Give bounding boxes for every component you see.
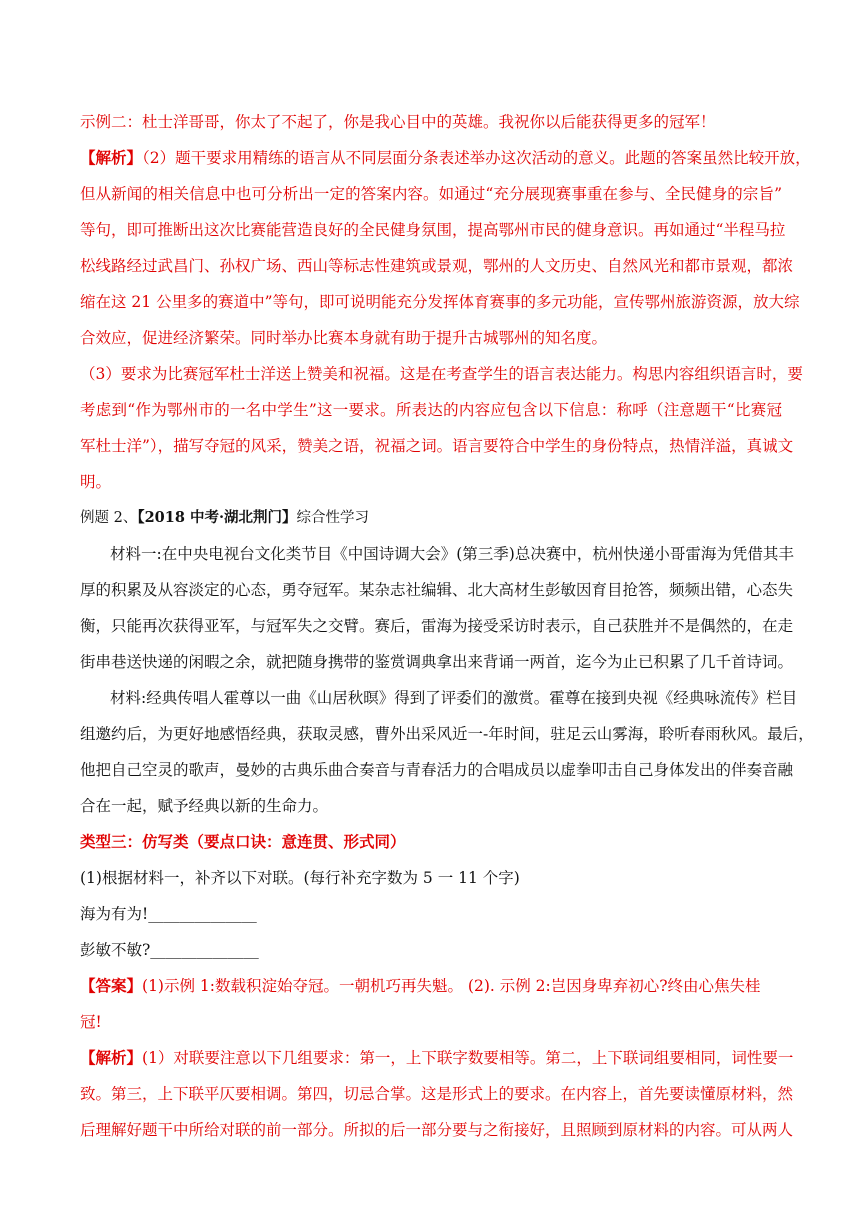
material-one-line-4: 街串巷送快递的闲暇之余，就把随身携带的鉴赏调典拿出来背诵一两首，迄今为止已积累了几千首诗词。 <box>80 653 794 671</box>
analysis-couplet-tag: 【解析】 <box>80 1048 143 1067</box>
answer-tag: 【答案】 <box>80 976 143 995</box>
analysis-line-5: 缩在这 21 公里多的赛道中”等句，即可说明能充分发挥体育赛事的多元功能，宣传鄂州旅游资源，放大综 <box>80 293 800 311</box>
analysis-line-1 <box>80 148 811 168</box>
analysis-3-line-3: 军杜士洋”），描写夺冠的风采，赞美之语，祝福之词。语言要符合中学生的身份特点，热情洋溢，真诚文 <box>80 437 794 455</box>
example-label: 例题 2、 <box>80 510 138 526</box>
question-one: (1)根据材料一，补齐以下对联。(每行补充字数为 5 一 11 个字) <box>80 869 520 887</box>
material-two-line-4: 合在一起，赋予经典以新的生命力。 <box>80 797 329 815</box>
couplet-line-1: 海为有为!______________ <box>80 905 257 923</box>
analysis-line-3: 等句，即可推断出这次比赛能营造良好的全民健身氛围，提高鄂州市民的健身意识。再如通过“半程马拉 <box>80 221 786 239</box>
answer-line-1 <box>80 976 782 996</box>
analysis-line-4: 松线路经过武昌门、孙权广场、西山等标志性建筑或景观，鄂州的人文历史、自然风光和都市景观，都浓 <box>80 257 794 275</box>
exam-source-tag: 【2018 中考·湖北荆门】 <box>137 509 297 526</box>
analysis-3-line-1: （3）要求为比赛冠军杜士洋送上赞美和祝福。这是在考查学生的语言表达能力。构思内容组织语言时，要 <box>80 365 803 383</box>
couplet-line-2: 彭敏不敏?______________ <box>80 941 259 959</box>
analysis-3-line-2: 考虑到“作为鄂州市的一名中学生”这一要求。所表达的内容应包含以下信息：称呼（注意题干“比赛冠 <box>80 401 782 419</box>
analysis-text-1: （2）题干要求用精练的语言从不同层面分条表述举办这次活动的意义。此题的答案虽然比较开放， <box>142 149 811 167</box>
analysis-line-2: 但从新闻的相关信息中也可分析出一定的答案内容。如通过“充分展现赛事重在参与、全民健身的宗旨” <box>80 185 782 203</box>
analysis-3-line-4: 明。 <box>80 473 112 491</box>
example-two-answer: 示例二：杜士洋哥哥，你太了不起了，你是我心目中的英雄。我祝你以后能获得更多的冠军！ <box>80 113 716 131</box>
analysis-couplet-line-3: 后理解好题干中所给对联的前一部分。所拟的后一部分要与之衔接好，且照顾到原材料的内容。可从两人 <box>80 1121 794 1139</box>
material-two-line-3: 他把自己空灵的歌声，曼妙的古典乐曲合奏音与青春活力的合唱成员以虚拳叩击自己身体发出的伴奏音融 <box>80 761 794 779</box>
analysis-couplet-line-1 <box>80 1048 794 1068</box>
section-title: 综合性学习 <box>296 510 370 526</box>
answer-text: (1)示例 1:数载积淀始夺冠。一朝机巧再失魁。 (2). 示例 2:岂因身卑弃初心?终由心焦失桂 <box>142 977 761 995</box>
analysis-tag: 【解析】 <box>80 148 143 167</box>
analysis-line-6: 合效应，促进经济繁荣。同时举办比赛本身就有助于提升古城鄂州的知名度。 <box>80 329 608 347</box>
answer-line-2: 冠! <box>80 1013 102 1031</box>
type-three-heading: 类型三：仿写类（要点口诀：意连贯、形式同） <box>80 832 406 851</box>
material-two-line-2: 组邀约后，为更好地感悟经典，获取灵感，曹外出采风近一-年时间，驻足云山雾海，聆听春雨秋风。最后， <box>80 725 814 743</box>
example-two-heading <box>80 508 782 528</box>
material-one-line-2: 厚的积累及从容淡定的心态，勇夺冠军。某杂志社编辑、北大高材生彭敏因育目抢答，频频出错，心态失 <box>80 581 794 599</box>
analysis-couplet-text: (1）对联要注意以下几组要求：第一，上下联字数要相等。第二，上下联词组要相同，词性要一 <box>142 1049 794 1067</box>
material-one-line-3: 衡，只能再次获得亚军，与冠军失之交臂。赛后，雷海为接受采访时表示，自己获胜并不是偶然的，在走 <box>80 617 794 635</box>
analysis-couplet-line-2: 致。第三，上下联平仄要相调。第四，切忌合掌。这是形式上的要求。在内容上，首先要读懂原材料，然 <box>80 1085 794 1103</box>
material-one-line-1: 材料一:在中央电视台文化类节目《中国诗调大会》(第三季)总决赛中，杭州快递小哥雷海为凭借其丰 <box>110 545 794 563</box>
material-two-line-1: 材料:经典传唱人霍尊以一曲《山居秋暝》得到了评委们的激赏。霍尊在接到央视《经典咏流传》栏目 <box>110 689 798 707</box>
